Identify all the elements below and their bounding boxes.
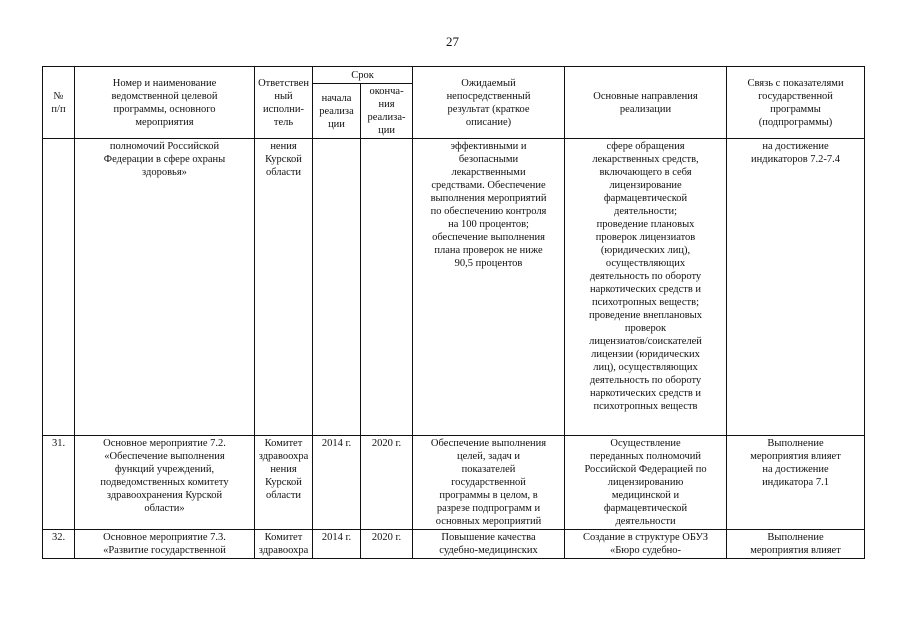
cell-link: Выполнение мероприятия влияет на достижение индикатора 7.1 (727, 436, 865, 530)
header-term: Срок (313, 67, 413, 84)
table-row (43, 139, 865, 436)
table-header-row (43, 67, 865, 84)
cell-expected: Повышение качества судебно-медицинских (413, 530, 565, 559)
page-number: 27 (446, 34, 459, 49)
program-table (42, 66, 865, 559)
cell-directions: Создание в структуре ОБУЗ «Бюро судебно- (565, 530, 727, 559)
cell-start (313, 139, 361, 436)
cell-responsible: нения Курской области (255, 139, 313, 436)
cell-directions: Осуществление переданных полномочий Российской Федерацией по лицензированию медицинской и фармацевтической деятельности (565, 436, 727, 530)
header-link: Связь с показателями государственной программы (подпрограммы) (727, 67, 865, 139)
cell-end: 2020 г. (361, 530, 413, 559)
header-expected: Ожидаемый непосредственный результат (краткое описание) (413, 67, 565, 139)
table-row (43, 530, 865, 559)
cell-expected: эффективными и безопасными лекарственными средствами. Обеспечение выполнения мероприятий по обеспечению контроля на 100 процентов; обеспечение выполнения плана проверок не ниже 90,5 процентов (413, 139, 565, 436)
cell-responsible: Комитет здравоохра нения Курской области (255, 436, 313, 530)
cell-start: 2014 г. (313, 436, 361, 530)
cell-expected: Обеспечение выполнения целей, задач и показателей государственной программы в целом, в разрезе подпрограмм и основных мероприятий (413, 436, 565, 530)
header-name: Номер и наименование ведомственной целевой программы, основного мероприятия (75, 67, 255, 139)
header-end: оконча- ния реализа- ции (361, 84, 413, 139)
cell-link: Выполнение мероприятия влияет (727, 530, 865, 559)
header-num: № п/п (43, 67, 75, 139)
cell-end (361, 139, 413, 436)
cell-num (43, 139, 75, 436)
cell-end: 2020 г. (361, 436, 413, 530)
table-row (43, 436, 865, 530)
cell-num: 31. (43, 436, 75, 530)
cell-link: на достижение индикаторов 7.2-7.4 (727, 139, 865, 436)
header-responsible: Ответствен ный исполни- тель (255, 67, 313, 139)
cell-start: 2014 г. (313, 530, 361, 559)
cell-name: Основное мероприятие 7.2. «Обеспечение выполнения функций учреждений, подведомственных комитету здравоохранения Курской области» (75, 436, 255, 530)
header-start: начала реализа ции (313, 84, 361, 139)
cell-directions: сфере обращения лекарственных средств, включающего в себя лицензирование фармацевтической деятельности; проведение плановых проверок лицензиатов (юридических лиц), осуществляющих деятельность по обороту наркотических средств и психотропных веществ; проведение внеплановых проверок лицензиатов/соискателей лицензии (юридических лиц), осуществляющих деятельность по обороту наркотических средств и психотропных веществ (565, 139, 727, 436)
cell-name: полномочий Российской Федерации в сфере охраны здоровья» (75, 139, 255, 436)
header-directions: Основные направления реализации (565, 67, 727, 139)
cell-responsible: Комитет здравоохра (255, 530, 313, 559)
cell-num: 32. (43, 530, 75, 559)
cell-name: Основное мероприятие 7.3. «Развитие государственной (75, 530, 255, 559)
